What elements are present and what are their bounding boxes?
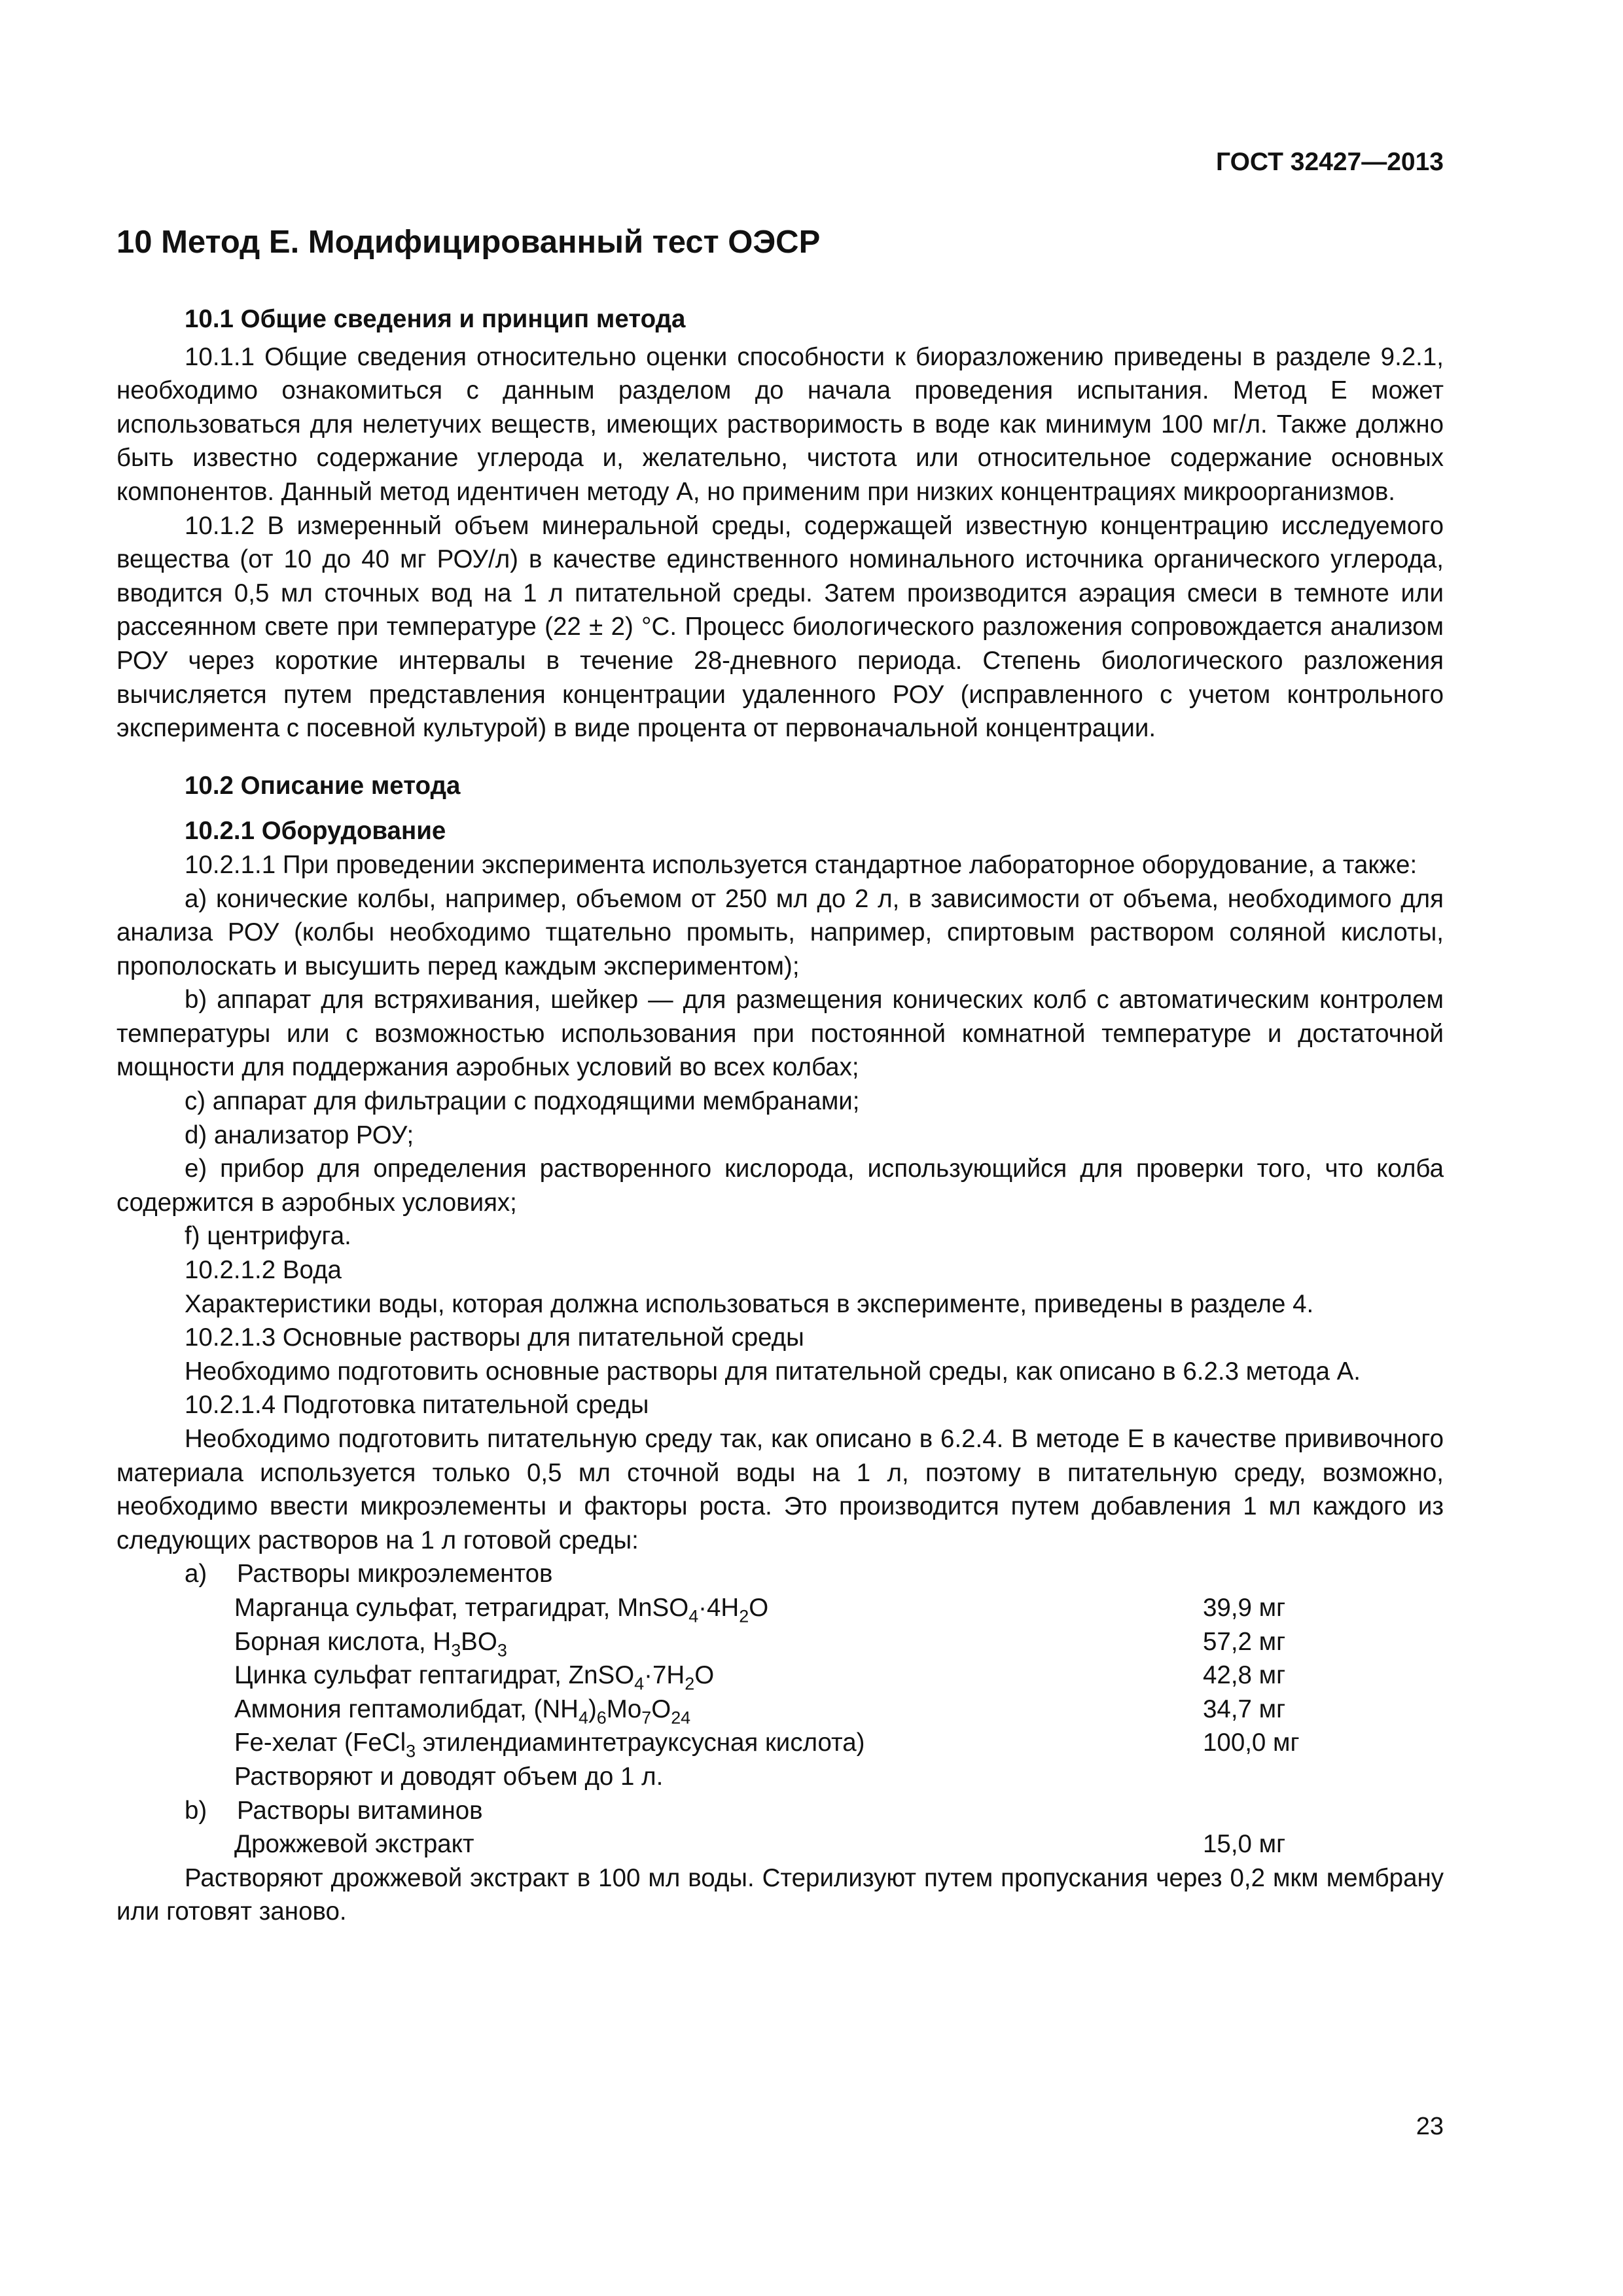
- standard-header: ГОСТ 32427—2013: [1216, 148, 1444, 176]
- paragraph-10-1-2: 10.1.2 В измеренный объем минеральной среды, содержащей известную концентрацию исследуемого вещества (от 10 до 40 мг РОУ/л) в качестве единственного номинального источника органического углерода, вводится 0,5 мл сточных вод на 1 л питательной среды. Затем производится аэрация смеси в темноте или рассеянном свете при температуре (22 ± 2) °С. Процесс биологического разложения сопровождается анализом РОУ через короткие интервалы в течение 28-дневного периода. Степень биологического разложения вычисляется путем представления концентрации удаленного РОУ (исправленного с учетом контрольного эксперимента с посевной культурой) в виде процента от первоначальной концентрации.: [116, 511, 1444, 743]
- component-name: Аммония гептамолибдат, $(NH_4)_6Mo_7O_{24}$: [234, 1695, 691, 1728]
- component-row: [116, 1693, 1444, 1727]
- section-title: 10 Метод Е. Модифицированный тест ОЭСР: [116, 224, 821, 260]
- stock-solutions-text: Необходимо подготовить основные растворы для питательной среды, как описано в 6.2.3 метода А.: [185, 1357, 1361, 1386]
- trace-elements-note: Растворяют и доводят объем до 1 л.: [234, 1762, 664, 1791]
- component-amount: 34,7 мг: [1203, 1695, 1286, 1723]
- paragraph-10-2-1-1: 10.2.1.1 При проведении эксперимента используется стандартное лабораторное оборудование, а также:: [185, 850, 1418, 879]
- component-name: Fe-хелат (FeCl$_3$ этилендиаминтетрауксусная кислота): [234, 1729, 865, 1761]
- component-amount: 42,8 мг: [1203, 1661, 1286, 1690]
- paragraph-10-1-1: 10.1.1 Общие сведения относительно оценки способности к биоразложению приведены в разделе 9.2.1, необходимо ознакомиться с данным разделом до начала проведения испытания. Метод Е может использоваться для нелетучих веществ, имеющих растворимость в воде как минимум 100 мг/л. Также должно быть известно содержание углерода и, желательно, чистота или относительное содержание основных компонентов. Данный метод идентичен методу А, но применим при низких концентрациях микроорганизмов.: [116, 342, 1444, 506]
- component-row: [116, 1625, 1444, 1659]
- component-row: [116, 1827, 1444, 1861]
- trace-elements-title: Растворы микроэлементов: [237, 1560, 553, 1588]
- equipment-item-b: b) аппарат для встряхивания, шейкер — для размещения конических колб с автоматическим контролем температуры или с возможностью использования при постоянной комнатной температуре и достаточной мощности для поддержания аэробных условий во всех колбах;: [116, 986, 1444, 1082]
- component-amount: 15,0 мг: [1203, 1830, 1286, 1859]
- vitamins-group: [116, 1794, 1444, 1828]
- medium-preparation-title: 10.2.1.4 Подготовка питательной среды: [185, 1391, 649, 1420]
- list-label-a: а): [185, 1560, 207, 1588]
- subsection-title-10-2-1: 10.2.1 Оборудование: [185, 817, 446, 846]
- component-amount: 100,0 мг: [1203, 1729, 1300, 1757]
- medium-preparation-text: Необходимо подготовить питательную среду так, как описано в 6.2.4. В методе Е в качестве прививочного материала используется только 0,5 мл сточной воды на 1 л, поэтому в питательную среду, возможно, необходимо ввести микроэлементы и факторы роста. Это производится путем добавления 1 мл каждого из следующих растворов на 1 л готовой среды:: [116, 1425, 1444, 1554]
- vitamins-title: Растворы витаминов: [237, 1796, 483, 1825]
- component-row: [116, 1659, 1444, 1693]
- list-label-b: b): [185, 1796, 207, 1825]
- component-row: [116, 1726, 1444, 1760]
- page-number: 23: [1416, 2113, 1444, 2140]
- equipment-item-e: е) прибор для определения растворенного кислорода, использующийся для проверки того, что колба содержится в аэробных условиях;: [116, 1155, 1444, 1217]
- equipment-item-f: f) центрифуга.: [185, 1222, 351, 1251]
- equipment-item-a: а) конические колбы, например, объемом от 250 мл до 2 л, в зависимости от объема, необходимого для анализа РОУ (колбы необходимо тщательно промыть, например, спиртовым раствором соляной кислоты, прополоскать и высушить перед каждым экспериментом);: [116, 884, 1444, 980]
- subsection-title-10-1: 10.1 Общие сведения и принцип метода: [185, 305, 686, 333]
- component-row: [116, 1591, 1444, 1625]
- component-name: Цинка сульфат гептагидрат, $ZnSO_4\cdot 7H_2O$: [234, 1661, 715, 1694]
- component-amount: 39,9 мг: [1203, 1593, 1286, 1622]
- component-name: Дрожжевой экстракт: [234, 1830, 474, 1859]
- equipment-item-d: d) анализатор РОУ;: [185, 1121, 414, 1149]
- document-page: [116, 0, 1444, 2296]
- equipment-item-c: с) аппарат для фильтрации с подходящими мембранами;: [185, 1087, 860, 1116]
- subsection-title-10-2: 10.2 Описание метода: [185, 771, 461, 800]
- trace-elements-note-row: [116, 1760, 1444, 1794]
- trace-elements-group: [116, 1557, 1444, 1591]
- final-paragraph: Растворяют дрожжевой экстракт в 100 мл воды. Стерилизуют путем пропускания через 0,2 мкм мембрану или готовят заново.: [116, 1863, 1444, 1926]
- component-name: Борная кислота, $H_3BO_3$: [234, 1627, 507, 1660]
- page-content: [116, 223, 1444, 1929]
- water-text: Характеристики воды, которая должна использоваться в эксперименте, приведены в разделе 4.: [185, 1289, 1314, 1318]
- component-amount: 57,2 мг: [1203, 1627, 1286, 1656]
- stock-solutions-title: 10.2.1.3 Основные растворы для питательной среды: [185, 1323, 804, 1352]
- component-name: Марганца сульфат, тетрагидрат, $MnSO_4\cdot 4H_2O$: [234, 1593, 769, 1626]
- water-title: 10.2.1.2 Вода: [185, 1256, 342, 1285]
